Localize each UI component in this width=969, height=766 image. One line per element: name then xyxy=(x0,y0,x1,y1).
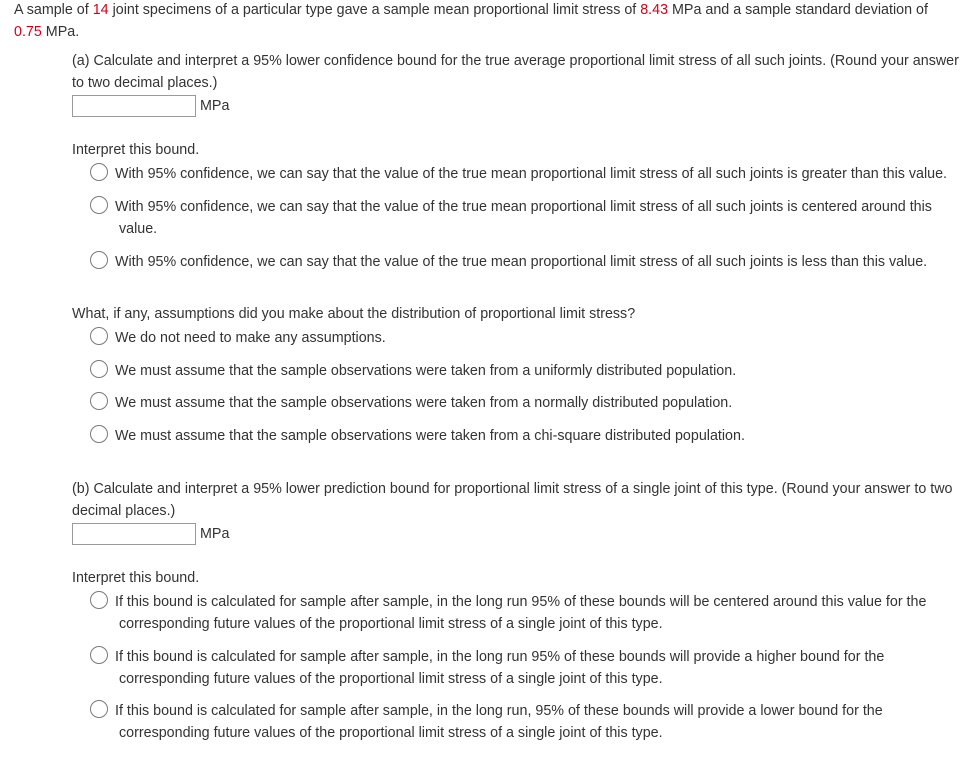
assumption-option-2-label: We must assume that the sample observations were taken from a uniformly distributed population. xyxy=(115,363,737,379)
intro-text: joint specimens of a particular type gave a sample mean proportional limit stress of xyxy=(108,2,641,18)
assumption-option-2-radio[interactable] xyxy=(90,360,108,378)
part-a-unit-label: MPa xyxy=(200,98,230,114)
assumption-question-label: What, if any, assumptions did you make about the distribution of proportional limit stress? xyxy=(72,306,636,322)
part-a-question-line-1: (a) Calculate and interpret a 95% lower confidence bound for the true average proportional limit stress of all such joints. (Round your answer xyxy=(72,53,959,69)
part-a-option-2-label: With 95% confidence, we can say that the value of the true mean proportional limit stress of all such joints is centered around this xyxy=(115,199,932,215)
sample-sd-value: 0.75 xyxy=(14,24,42,40)
part-b-option-1-label-cont: corresponding future values of the proportional limit stress of a single joint of this type. xyxy=(119,616,663,632)
sample-size-value: 14 xyxy=(92,2,109,18)
part-b-option-1-label: If this bound is calculated for sample after sample, in the long run 95% of these bounds will be centered around this value for the xyxy=(115,594,927,610)
assumption-option-3-label: We must assume that the sample observations were taken from a normally distributed population. xyxy=(115,395,733,411)
part-a-option-1-radio[interactable] xyxy=(90,163,108,181)
part-b-question-line-2: decimal places.) xyxy=(72,503,176,519)
part-b-unit-label: MPa xyxy=(200,526,230,542)
part-b-option-2-label-cont: corresponding future values of the proportional limit stress of a single joint of this type. xyxy=(119,671,663,687)
part-b-option-3-label-cont: corresponding future values of the proportional limit stress of a single joint of this type. xyxy=(119,725,663,741)
part-b-option-1-radio[interactable] xyxy=(90,591,108,609)
intro-line-2 xyxy=(14,21,79,43)
part-a-answer-input[interactable] xyxy=(72,95,196,117)
intro-text: MPa. xyxy=(41,24,80,40)
intro-text: MPa and a sample standard deviation of xyxy=(668,2,928,18)
part-a-interpret-label: Interpret this bound. xyxy=(72,142,200,158)
part-a-option-3-radio[interactable] xyxy=(90,251,108,269)
intro-text: A sample of xyxy=(14,2,93,18)
part-b-question-line-1: (b) Calculate and interpret a 95% lower prediction bound for proportional limit stress of a single joint of this type. (Round your answer to two xyxy=(72,481,953,497)
part-b-option-2-label: If this bound is calculated for sample after sample, in the long run 95% of these bounds will provide a higher bound for the xyxy=(115,649,885,665)
part-a-question-line-2: to two decimal places.) xyxy=(72,75,218,91)
assumption-option-1-label: We do not need to make any assumptions. xyxy=(115,330,386,346)
part-b-interpret-label: Interpret this bound. xyxy=(72,570,200,586)
part-a-option-1-label: With 95% confidence, we can say that the value of the true mean proportional limit stress of all such joints is greater than this value. xyxy=(115,166,948,182)
sample-mean-value: 8.43 xyxy=(640,2,669,18)
assumption-option-4-radio[interactable] xyxy=(90,425,108,443)
part-a-option-2-label-cont: value. xyxy=(119,221,158,237)
assumption-option-1-radio[interactable] xyxy=(90,327,108,345)
part-a-option-3-label: With 95% confidence, we can say that the value of the true mean proportional limit stress of all such joints is less than this value. xyxy=(115,254,928,270)
part-b-option-3-label: If this bound is calculated for sample after sample, in the long run, 95% of these bounds will provide a lower bound for the xyxy=(115,703,883,719)
part-b-answer-input[interactable] xyxy=(72,523,196,545)
part-a-option-2-radio[interactable] xyxy=(90,196,108,214)
assumption-option-4-label: We must assume that the sample observations were taken from a chi-square distributed population. xyxy=(115,428,745,444)
part-b-option-2-radio[interactable] xyxy=(90,646,108,664)
part-b-option-3-radio[interactable] xyxy=(90,700,108,718)
assumption-option-3-radio[interactable] xyxy=(90,392,108,410)
intro-line-1 xyxy=(14,0,928,21)
